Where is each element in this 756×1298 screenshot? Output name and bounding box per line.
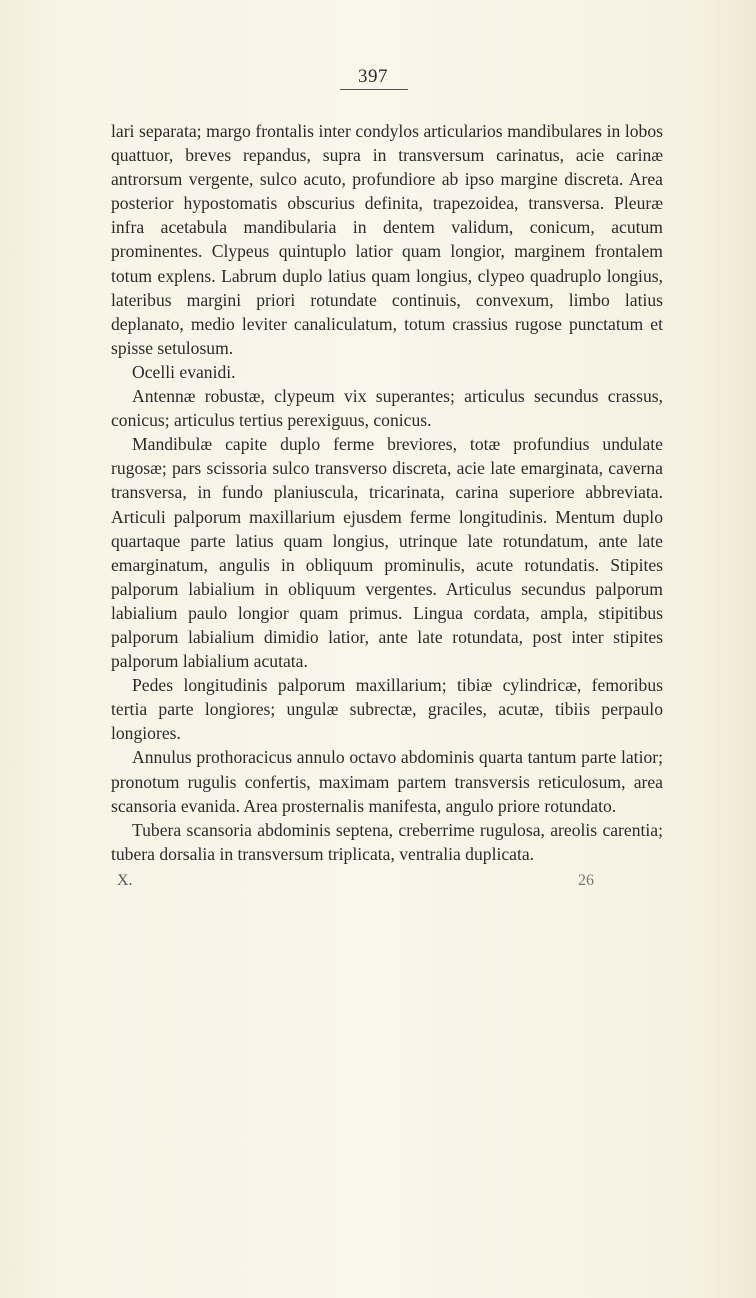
signature-mark: X.: [117, 872, 133, 889]
paragraph-annulus: Annulus prothoracicus annulo octavo abdominis quarta tantum parte latior; pronotum rugulis confertis, maximam partem transversis reticulosum, area scansoria evanida. Area prosternalis manifesta, angulo priore rotundato.: [111, 747, 663, 816]
paragraph-mandibulae: Mandibulæ capite duplo ferme breviores, totæ profundius undulate rugosæ; pars scissoria sulco transverso discreta, acie late emarginata, caverna transversa, in fundo planiuscula, tricarinata, carina superiore abbreviata. Articuli palporum maxillarium ejusdem ferme longitudinis. Mentum duplo quartaque parte latius quam longius, utrinque late rotundatum, ante late emarginatum, angulis in obliquum prominulis, acute rotundatis. Stipites palporum labialium in obliquum vergentes. Articulus secundus palporum labialium paulo longior quam primus. Lingua cordata, ampla, stipitibus palporum labialium dimidio latior, ante late rotundata, post inter stipites palporum labialium acutata.: [111, 434, 663, 672]
paragraph-continuation: lari separata; margo frontalis inter condylos articularios mandibulares in lobos quattuor, breves repandus, supra in transversum carinatus, acie carinæ antrorsum vergente, sulco acuto, profundiore ab ipso margine discreta. Area posterior hypostomatis obscurius definita, trapezoidea, transversa. Pleuræ infra acetabula mandibularia in dentem validum, conicum, acutum prominentes. Clypeus quintuplo latior quam longior, marginem frontalem totum explens. Labrum duplo latius quam longius, clypeo quadruplo longius, lateribus margini priori rotundate continuis, convexum, limbo latius deplanato, medio leviter canaliculatum, totum crassius rugose punctatum et spisse setulosum.: [111, 121, 663, 358]
paragraph-pedes: Pedes longitudinis palporum maxillarium; tibiæ cylindricæ, femoribus tertia parte longiores; ungulæ subrectæ, graciles, acutæ, tibiis perpaulo longiores.: [111, 675, 663, 744]
paragraph-tubera: Tubera scansoria abdominis septena, creberrime rugulosa, areolis carentia; tubera dorsalia in transversum triplicata, ventralia duplicata.: [111, 819, 663, 864]
sheet-number: 26: [578, 872, 594, 889]
page-number-underline: [340, 89, 408, 90]
paragraph-ocelli: Ocelli evanidi.: [132, 361, 236, 382]
page-number: 397: [358, 66, 388, 87]
paragraph-antennae: Antennæ robustæ, clypeum vix superantes; articulus secundus crassus, conicus; articulus tertius perexiguus, conicus.: [111, 386, 663, 431]
body-text: [111, 119, 663, 866]
